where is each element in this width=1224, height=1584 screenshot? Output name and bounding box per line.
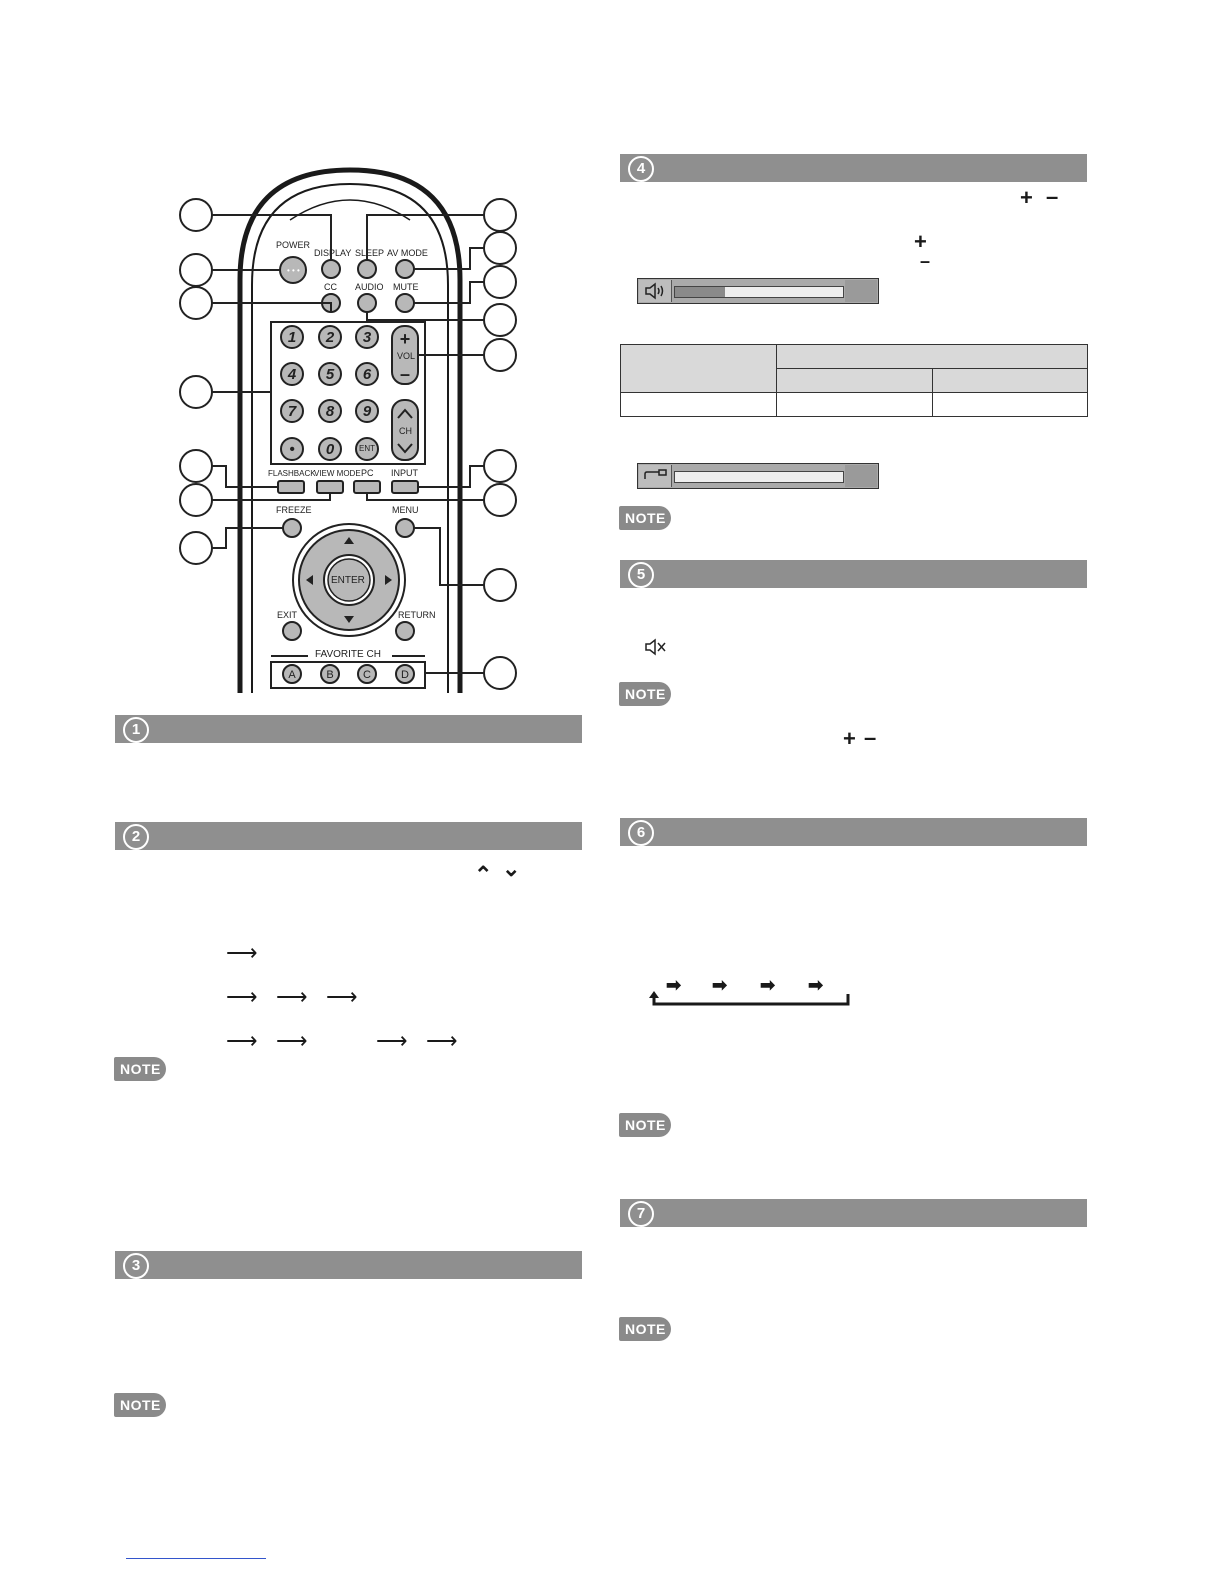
return-label: RETURN: [398, 610, 436, 620]
enter-label: ENTER: [331, 575, 365, 586]
section-5-header: [620, 560, 1087, 588]
display-button: [322, 260, 340, 278]
svg-text:1: 1: [287, 329, 297, 346]
pc-label: PC: [361, 468, 374, 478]
section-4-header: [620, 154, 1087, 182]
arrow-icon: ⟶: [226, 984, 258, 1009]
table-cell: [933, 393, 1088, 417]
table-header-cell: [777, 369, 933, 393]
av-mode-label: AV MODE: [387, 248, 428, 258]
svg-text:A: A: [288, 669, 296, 681]
svg-text:0: 0: [325, 441, 335, 458]
sleep-label: SLEEP: [355, 248, 385, 258]
menu-button: [396, 519, 414, 537]
section-number: 6: [628, 820, 654, 846]
section-number: 7: [628, 1201, 654, 1227]
display-label: DISPLAY: [314, 248, 352, 258]
bar-end: [845, 465, 877, 487]
exit-label: EXIT: [277, 610, 298, 620]
remote-control-illustration: [170, 160, 530, 695]
bold-arrow-icon: ➡: [712, 975, 728, 995]
favorite-ch-label: FAVORITE CH: [315, 649, 381, 660]
svg-text:2: 2: [325, 329, 335, 346]
arrow-icon: ⟶: [426, 1028, 458, 1053]
line-out-bar: [637, 463, 879, 489]
cycle-return-line: [646, 990, 856, 1010]
audio-label: AUDIO: [355, 282, 384, 292]
svg-text:D: D: [401, 669, 409, 681]
minus-icon: –: [864, 725, 877, 750]
minus-icon: –: [1046, 184, 1059, 209]
svg-text:5: 5: [325, 366, 335, 383]
av-mode-button: [396, 260, 414, 278]
svg-text:4: 4: [287, 366, 297, 383]
view-mode-button: [317, 481, 343, 493]
plus-icon: +: [843, 726, 856, 751]
plug-icon: [639, 465, 672, 487]
bold-arrow-icon: ➡: [760, 975, 776, 995]
note-badge: NOTE: [114, 1057, 166, 1081]
table-header-cell: [621, 345, 777, 393]
svg-text:+: +: [399, 329, 411, 349]
section-number: 2: [123, 824, 149, 850]
svg-text:6: 6: [362, 366, 372, 383]
note-badge: NOTE: [619, 682, 671, 706]
exit-button: [283, 622, 301, 640]
channel-up-icon: ⌃: [474, 862, 493, 887]
freeze-label: FREEZE: [276, 505, 312, 515]
table-cell: [621, 393, 777, 417]
return-button: [396, 622, 414, 640]
sleep-button: [358, 260, 376, 278]
svg-text:C: C: [363, 669, 371, 681]
menu-label: MENU: [392, 505, 419, 515]
freeze-button: [283, 519, 301, 537]
arrow-icon: ⟶: [326, 984, 358, 1009]
svg-text:B: B: [326, 669, 334, 681]
volume-track: [674, 286, 844, 298]
bold-arrow-icon: ➡: [808, 975, 824, 995]
arrow-icon: ⟶: [226, 1028, 258, 1053]
speaker-icon: [639, 280, 672, 302]
audio-button: [358, 294, 376, 312]
pc-button: [354, 481, 380, 493]
section-6-header: [620, 818, 1087, 846]
line-out-track: [674, 471, 844, 483]
section-number: 1: [123, 717, 149, 743]
plus-icon: +: [914, 229, 927, 254]
arrow-icon: ⟶: [226, 940, 258, 965]
vol-label: VOL: [397, 351, 416, 361]
table-cell: [777, 393, 933, 417]
mute-button: [396, 294, 414, 312]
table-header-cell: [933, 369, 1088, 393]
power-label: POWER: [276, 240, 311, 250]
section-7-header: [620, 1199, 1087, 1227]
note-badge: NOTE: [114, 1393, 166, 1417]
section-number: 5: [628, 562, 654, 588]
arrow-icon: ⟶: [276, 984, 308, 1009]
plus-icon: +: [1020, 185, 1033, 210]
svg-text:• • •: • • •: [287, 266, 300, 275]
ent-label: ENT: [359, 444, 375, 453]
section-number: 4: [628, 156, 654, 182]
channel-down-icon: ⌄: [502, 856, 521, 881]
mute-speaker-icon: [644, 637, 670, 657]
bar-end: [845, 280, 877, 302]
svg-text:•: •: [289, 441, 295, 458]
volume-table: [620, 344, 1088, 417]
svg-text:7: 7: [287, 403, 297, 420]
section-number: 3: [123, 1253, 149, 1279]
svg-text:8: 8: [325, 403, 335, 420]
bold-arrow-icon: ➡: [666, 975, 682, 995]
section-2-header: [115, 822, 582, 850]
ch-label: CH: [399, 426, 412, 436]
volume-bar: [637, 278, 879, 304]
cc-label: CC: [324, 282, 337, 292]
svg-text:3: 3: [362, 329, 372, 346]
minus-icon: –: [920, 251, 931, 271]
section-3-header: [115, 1251, 582, 1279]
mute-label: MUTE: [393, 282, 419, 292]
arrow-icon: ⟶: [276, 1028, 308, 1053]
footer-link-underline[interactable]: [126, 1558, 266, 1559]
note-badge: NOTE: [619, 1317, 671, 1341]
arrow-icon: ⟶: [376, 1028, 408, 1053]
svg-text:–: –: [399, 364, 411, 384]
note-badge: NOTE: [619, 506, 671, 530]
input-label: INPUT: [391, 468, 418, 478]
svg-text:9: 9: [362, 403, 372, 420]
view-mode-label: VIEW MODE: [314, 469, 361, 478]
flashback-button: [278, 481, 304, 493]
note-badge: NOTE: [619, 1113, 671, 1137]
section-1-header: [115, 715, 582, 743]
table-header-cell: [777, 345, 1088, 369]
input-button: [392, 481, 418, 493]
flashback-label: FLASHBACK: [268, 469, 316, 478]
